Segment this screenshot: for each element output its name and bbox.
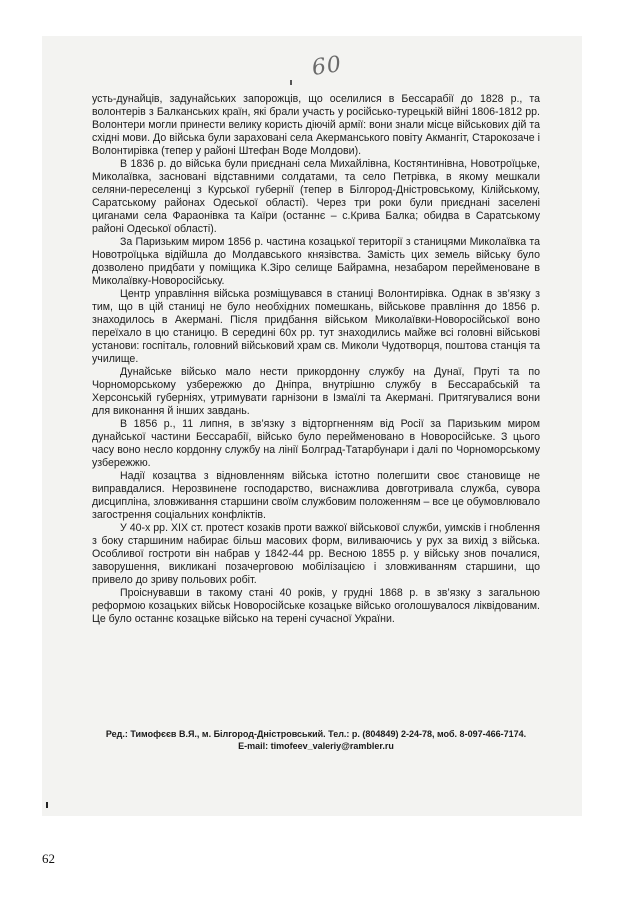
paragraph-8: У 40-х рр. XIX ст. протест козаків проти важкої військової служби, уимсків і гноблення з боку старшиним набирає більш масових форм, виливаючись у рух за вихід з війська. Особливої гостроти він набрав у 1842-44 рр. Весною 1855 р. у війську знов почалися, заворушення, викликані позачерговою мобілізацією і зловживанням старшини, що привело до зриву польових робіт. — [92, 522, 540, 586]
scan-mark — [46, 802, 48, 808]
paragraph-1: усть-дунайців, задунайських запорожців, що оселилися в Бессарабії до 1828 р., та волонтерів з Балканських країн, які брали участь у російсько-турецькій війні 1806-1812 рр. Волонтери могли принести велику користь діючій армії: вони знали місце військових дій та східні мови. До війська були зараховані села Акерманського повіту Акмангіт, Старокозаче і Волонтирівка (тепер у районі Штефан Воде Молдови). — [92, 93, 540, 157]
pen-mark — [290, 80, 292, 85]
handwritten-page-number: 60 — [310, 52, 344, 81]
paragraph-7: Надії козацтва з відновленням війська істотно полегшити своє становище не виправдалися. Нерозвинене господарство, виснажлива довготривала служба, сувора дисципліна, зловживання старшини своїм службовим положенням – все це обумовлювало загострення соціальних конфліктів. — [92, 470, 540, 521]
document-body — [92, 93, 540, 626]
paragraph-5: Дунайське військо мало нести прикордонну службу на Дунаї, Пруті та по Чорноморському узбережжю до Дніпра, внутрішню службу в Бессарабській та Херсонській губерніях, утримувати гарнізони в Ізмаїлі та Акермані. Притягувалися вони для виконання й інших завдань. — [92, 366, 540, 417]
editor-contact-line: Ред.: Тимофєєв В.Я., м. Білгород-Дністровський. Тел.: р. (804849) 2-24-78, моб. 8-097-466-7174. — [105, 729, 527, 739]
page-number: 62 — [42, 851, 55, 866]
paragraph-6: В 1856 р., 11 липня, в зв’язку з відторгненням від Росії за Паризьким миром дунайської частини Бессарабії, військо було перейменовано в Новоросійське. З цього часу воно несло кордонну службу на лінії Болград-Татарбунари і далі по Чорноморському узбережжю. — [92, 418, 540, 469]
paragraph-4: Центр управління війська розміщувався в станиці Волонтирівка. Однак в зв’язку з тим, що в цій станиці не було необхідних помешкань, військове правління до 1856 р. знаходилось в Акермані. Після придбання військом Миколаївки-Новоросійської воно переїхало в цю станицю. В середині 60х рр. тут знаходились майже всі головні військові установи: госпіталь, головний військовий храм св. Миколи Чудотворця, поштова станція та училище. — [92, 288, 540, 365]
paragraph-3: За Паризьким миром 1856 р. частина козацької території з станицями Миколаївка та Новотроїцька відійшла до Молдавського князівства. Замість цих земель війську було дозволено придбати у поміщика К.Зіро селище Байрамна, незабаром перейменоване в Миколаївку-Новоросійську. — [92, 236, 540, 287]
editor-email-line: E-mail: timofeev_valeriy@rambler.ru — [238, 741, 394, 751]
paragraph-2: В 1836 р. до війська були приєднані села Михайлівна, Костянтинівна, Новотроїцьке, Миколаївка, засновані відставними солдатами, та село Петрівка, в якому мешкали селяни-переселенці з Курської губернії (тепер в Білгород-Дністровському, Кілійському, Саратському районах Одеської області). Через три роки були приєднані заселені циганами села Фараонівка та Каїри (останнє – с.Крива Балка; обидва в Саратському районі Одеської області). — [92, 158, 540, 235]
paragraph-9: Проіснувавши в такому стані 40 років, у грудні 1868 р. в зв’язку з загальною реформою козацьких військ Новоросійське козацьке військо оголошувалося ліквідованим. Це було останнє козацьке військо на терені сучасної України. — [92, 587, 540, 625]
editor-footer — [92, 728, 540, 752]
